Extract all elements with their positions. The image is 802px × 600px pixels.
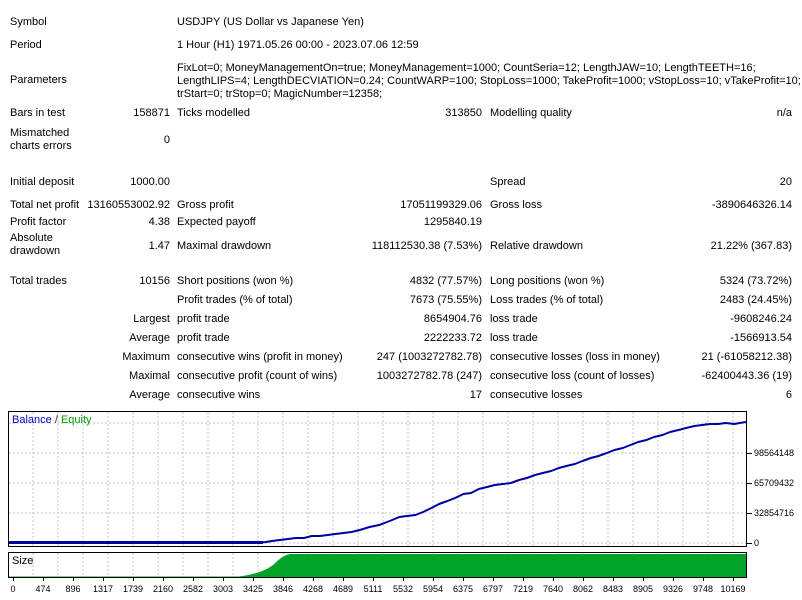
stat-value-3-row-13: 21 (-61058212.38) <box>701 351 792 363</box>
stat-label-3-row-5: Spread <box>490 176 526 188</box>
legend-equity-label: Equity <box>60 414 92 426</box>
parameters-line-1: FixLot=0; MoneyManagementOn=true; MoneyManagement=1000; CountSeria=12; LengthJAW=10; LengthTEETH=16; <box>177 62 756 74</box>
stat-label-2-row-6: Gross profit <box>177 199 234 211</box>
size-chart-canvas <box>9 553 746 577</box>
stat-label-row-0: Symbol <box>10 16 47 28</box>
stat-label-3-row-10: Loss trades (% of total) <box>490 294 604 306</box>
x-axis-label: 3003 <box>212 584 234 594</box>
stat-value-2-row-8: 118112530.38 (7.53%) <box>371 240 482 252</box>
stat-value-row-15: Average <box>129 389 170 401</box>
stat-label-2-row-3: Ticks modelled <box>177 107 250 119</box>
x-axis-tick <box>523 578 524 581</box>
stat-label-2-row-9: Short positions (won %) <box>177 275 294 287</box>
stat-value-row-7: 4.38 <box>148 216 170 228</box>
stat-label-row-7: Profit factor <box>10 216 67 228</box>
x-axis-label: 2160 <box>152 584 174 594</box>
x-axis-label: 8905 <box>632 584 654 594</box>
stat-label-2-row-14: consecutive profit (count of wins) <box>177 370 338 382</box>
x-axis-label: 4268 <box>302 584 324 594</box>
y-axis-tick <box>747 483 752 484</box>
stat-label-2-row-8: Maximal drawdown <box>177 240 272 252</box>
stat-label-2-row-11: profit trade <box>177 313 230 325</box>
size-chart <box>8 552 747 578</box>
x-axis-tick <box>463 578 464 581</box>
stat-label-3-row-6: Gross loss <box>490 199 542 211</box>
y-axis-tick <box>747 453 752 454</box>
stat-value-row-9: 10156 <box>139 275 170 287</box>
y-axis-tick <box>747 513 752 514</box>
x-axis-label: 5532 <box>392 584 414 594</box>
x-axis-tick <box>703 578 704 581</box>
x-axis-label: 5954 <box>422 584 444 594</box>
stat-value-row-12: Average <box>129 332 170 344</box>
stat-value-3-row-3: n/a <box>776 107 792 119</box>
x-axis-tick <box>373 578 374 581</box>
x-axis-label: 5111 <box>363 584 383 594</box>
legend-balance-label: Balance <box>12 414 52 426</box>
stat-value-2-row-7: 1295840.19 <box>423 216 482 228</box>
x-axis-tick <box>103 578 104 581</box>
x-axis-tick <box>13 578 14 581</box>
stat-label-row-1: Period <box>10 39 42 51</box>
y-axis-label: 0 <box>754 538 760 548</box>
x-axis-label: 474 <box>35 584 51 594</box>
stat-value-row-5: 1000.00 <box>130 176 170 188</box>
x-axis-tick <box>163 578 164 581</box>
stat-label-2-row-7: Expected payoff <box>177 216 256 228</box>
size-area <box>9 554 746 577</box>
x-axis-label: 4689 <box>332 584 354 594</box>
balance-equity-chart <box>8 411 747 547</box>
x-axis-tick <box>43 578 44 581</box>
stat-label-3-row-14: consecutive loss (count of losses) <box>490 370 655 382</box>
x-axis-label: 10169 <box>720 584 746 594</box>
x-axis-label: 3425 <box>242 584 264 594</box>
x-axis-tick <box>583 578 584 581</box>
stat-label-row-6: Total net profit <box>10 199 80 211</box>
stat-label-row-5: Initial deposit <box>10 176 75 188</box>
stat-value-row-13: Maximum <box>122 351 170 363</box>
balance-chart-canvas <box>9 412 746 546</box>
stat-value-2-row-6: 17051199329.06 <box>400 199 482 211</box>
stat-label-row-9: Total trades <box>10 275 67 287</box>
stat-label-row-4: Mismatched charts errors <box>10 127 72 152</box>
x-axis-tick <box>73 578 74 581</box>
x-axis-tick <box>403 578 404 581</box>
stat-value-2-row-14: 1003272782.78 (247) <box>376 370 482 382</box>
x-axis-tick <box>643 578 644 581</box>
stat-value-3-row-8: 21.22% (367.83) <box>710 240 792 252</box>
stat-value-row-4: 0 <box>163 134 170 146</box>
stat-value-3-row-12: -1566913.54 <box>730 332 792 344</box>
x-axis-tick <box>493 578 494 581</box>
stat-label-3-row-11: loss trade <box>490 313 538 325</box>
parameters-line-3: trStart=0; trStop=0; MagicNumber=12358; <box>177 88 383 100</box>
stat-label-3-row-15: consecutive losses <box>490 389 583 401</box>
chart-legend <box>12 414 92 426</box>
x-axis-tick <box>733 578 734 581</box>
x-axis-label: 8483 <box>602 584 624 594</box>
x-axis-tick <box>223 578 224 581</box>
stat-value-row-11: Largest <box>133 313 170 325</box>
legend-separator-glyph: / <box>54 414 58 426</box>
parameters-line-2: LengthLIPS=4; LengthDECVIATION=0.24; CountWARP=100; StopLoss=1000; TakeProfit=1000; vStopLoss=10; vTakeProfit=10; <box>177 75 801 87</box>
x-axis-label: 7640 <box>542 584 564 594</box>
y-axis-tick <box>747 543 752 544</box>
stat-value-2-row-9: 4832 (77.57%) <box>409 275 482 287</box>
size-chart-title: Size <box>12 555 34 567</box>
stat-value-3-row-9: 5324 (73.72%) <box>719 275 792 287</box>
stat-value-2-row-3: 313850 <box>445 107 482 119</box>
x-axis-label: 9326 <box>662 584 684 594</box>
x-axis-label: 896 <box>65 584 81 594</box>
x-axis-label: 6797 <box>482 584 504 594</box>
stat-value-2-row-13: 247 (1003272782.78) <box>376 351 482 363</box>
y-axis-label: 98564148 <box>754 448 795 458</box>
x-axis-tick <box>283 578 284 581</box>
stat-label-row-2: Parameters <box>10 74 67 86</box>
stat-value-2-row-15: 17 <box>469 389 482 401</box>
stat-value-3-row-11: -9608246.24 <box>730 313 792 325</box>
stat-label-3-row-8: Relative drawdown <box>490 240 583 252</box>
x-axis-label: 0 <box>10 584 16 594</box>
x-axis-label: 1739 <box>122 584 144 594</box>
stat-value-row-8: 1.47 <box>148 240 170 252</box>
x-axis-tick <box>673 578 674 581</box>
x-axis-tick <box>193 578 194 581</box>
stat-value-row-6: 13160553002.92 <box>87 199 170 211</box>
x-axis-tick <box>253 578 254 581</box>
x-axis-label: 8062 <box>572 584 594 594</box>
stat-label-2-row-0: USDJPY (US Dollar vs Japanese Yen) <box>177 16 364 28</box>
stat-value-row-3: 158871 <box>133 107 170 119</box>
stat-value-3-row-10: 2483 (24.45%) <box>719 294 792 306</box>
stat-value-3-row-15: 6 <box>785 389 792 401</box>
y-axis-label: 32854716 <box>754 508 795 518</box>
stat-label-row-3: Bars in test <box>10 107 66 119</box>
x-axis-label: 3846 <box>272 584 294 594</box>
stat-label-2-row-15: consecutive wins <box>177 389 261 401</box>
y-axis-label: 65709432 <box>754 478 795 488</box>
stat-value-3-row-14: -62400443.36 (19) <box>701 370 792 382</box>
x-axis-label: 6375 <box>452 584 474 594</box>
x-axis-tick <box>313 578 314 581</box>
stat-label-3-row-13: consecutive losses (loss in money) <box>490 351 660 363</box>
stat-value-3-row-5: 20 <box>779 176 792 188</box>
stat-label-2-row-1: 1 Hour (H1) 1971.05.26 00:00 - 2023.07.06 12:59 <box>177 39 419 51</box>
stat-label-3-row-12: loss trade <box>490 332 538 344</box>
stat-label-3-row-9: Long positions (won %) <box>490 275 605 287</box>
x-axis-label: 7219 <box>512 584 534 594</box>
x-axis-label: 9748 <box>692 584 714 594</box>
stat-label-2-row-13: consecutive wins (profit in money) <box>177 351 343 363</box>
stat-value-2-row-12: 2222233.72 <box>423 332 482 344</box>
x-axis-label: 1317 <box>92 584 114 594</box>
stat-label-3-row-3: Modelling quality <box>490 107 572 119</box>
stat-value-3-row-6: -3890646326.14 <box>711 199 792 211</box>
x-axis-tick <box>613 578 614 581</box>
x-axis-tick <box>433 578 434 581</box>
x-axis-tick <box>133 578 134 581</box>
x-axis-label: 2582 <box>182 584 204 594</box>
x-axis-tick <box>553 578 554 581</box>
stat-label-row-8: Absolute drawdown <box>10 232 61 257</box>
stat-value-row-14: Maximal <box>129 370 170 382</box>
stat-label-2-row-10: Profit trades (% of total) <box>177 294 293 306</box>
stat-value-2-row-11: 8654904.76 <box>423 313 482 325</box>
stat-label-2-row-12: profit trade <box>177 332 230 344</box>
x-axis-tick <box>343 578 344 581</box>
stat-value-2-row-10: 7673 (75.55%) <box>409 294 482 306</box>
